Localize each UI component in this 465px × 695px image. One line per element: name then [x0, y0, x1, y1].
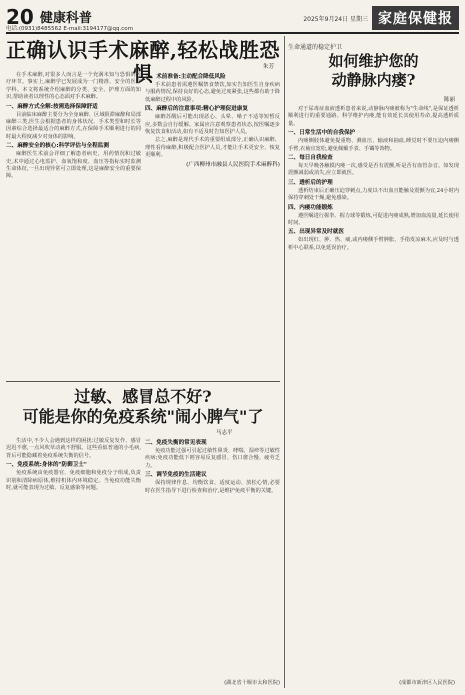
article1-section4-text: 麻醉苏醒后可能出现恶心、头晕、嗓子不适等短暂反应,多数会自行缓解。家属应注意观察患者状态,按医嘱逐步恢复饮食和活动,如有不适及时告知医护人员。 — [145, 114, 280, 136]
article3-section4-text: 遵医嘱进行握拳、握力球等锻炼,可促进内瘘成熟,增加血流量,延长使用时间。 — [288, 212, 459, 227]
article3-byline: 陈丽 — [443, 97, 455, 103]
article3-section4-heading: 四、内瘘功能锻炼 — [288, 204, 333, 211]
section-badge: 家庭保健报 — [372, 6, 459, 30]
article1-section1-text: 目前临床麻醉主要分为全身麻醉、区域阻滞麻醉和局部麻醉三类,医生会根据患者的身体状况、手术类型和时长等因素综合选择最适合的麻醉方式,在保障手术顺利进行的同时最大程度减少对身体的影响。 — [6, 111, 141, 140]
article3-kicker: 生命通道的稳定护卫 — [288, 44, 343, 51]
article1-section1-heading: 一、麻醉方式全解:按需选择保障舒适 — [6, 103, 98, 110]
article1-section3-text: 手术前患者需遵医嘱禁食禁饮,如实告知医生自身疾病与服药情况,保持良好的心态,避免过度紧张,这些都有助于降低麻醉过程中的风险。 — [145, 82, 280, 103]
article1-section4-heading: 四、麻醉后的注意事项:精心护理促进康复 — [145, 106, 248, 113]
header-rule — [6, 32, 459, 34]
article2-footer: (湖北省十堰市太和医院) — [224, 680, 280, 686]
article3-section1-text: 内瘘侧肢体避免提重物、测血压、输液和抽血,睡觉时不要压迫内瘘侧手臂,衣袖宜宽松,避免佩戴手表、手镯等饰物。 — [288, 138, 459, 152]
article3-section2-text: 每天早晚各触摸内瘘一次,感受是否有震颤,听是否有血管杂音。如发现震颤减弱或消失,应立即就医。 — [288, 163, 459, 177]
article2-col2 — [145, 438, 280, 496]
article1-title: 正确认识手术麻醉,轻松战胜恐惧 — [6, 38, 280, 86]
article3-footer: (成都市新津区人民医院) — [399, 680, 455, 686]
article1-section3-heading: 三、术前准备:主动配合降低风险 — [145, 74, 226, 80]
issue-date: 2025年9月24日 星期三 — [303, 15, 368, 23]
article1-section2-text: 麻醉医生术前会详细了解患者病史、用药情况和过敏史,术中通过心电监护、血氧饱和度、血压等指标实时监测生命体征,一旦出现异常可立即处理,这是麻醉安全的重要保障。 — [6, 151, 141, 180]
article3-section2-heading: 二、每日自我检查 — [288, 155, 333, 162]
article3-body — [288, 106, 459, 253]
article2-col1 — [6, 438, 141, 493]
article3-section3-heading: 三、透析后的护理 — [288, 179, 333, 186]
left-column — [6, 36, 280, 688]
article-divider — [6, 381, 280, 382]
article1-byline: 朱芳 — [262, 64, 274, 70]
article3-section3-text: 透析结束后正确压迫穿刺点,力度以不出血且能触及震颤为宜,24小时内保持穿刺处干燥,避免感染。 — [288, 187, 459, 202]
article1-closing: 总之,麻醉是现代手术的重要组成部分,正确认识麻醉、理性看待麻醉,积极配合医护人员,才能让手术更安全、恢复更顺利。 — [145, 137, 280, 159]
article1-col1 — [6, 72, 141, 182]
header-right — [303, 6, 459, 30]
article1-footer: (广西柳州市融县人民医院手术麻醉科) — [186, 161, 280, 168]
article2-section3-text: 保持规律作息、均衡饮食、适度运动、放松心情,必要时在医生指导下进行检查和治疗,是维护免疫平衡的关键。 — [145, 480, 280, 494]
article3-title-text: 如何维护您的 动静脉内瘘? — [328, 52, 419, 89]
article3-section5-heading: 五、出现异常及时就医 — [288, 229, 344, 236]
article2-title-text: 过敏、感冒总不好? 可能是你的免疫系统"闹小脾气"了 — [22, 387, 264, 426]
article2-byline: 马志平 — [216, 430, 233, 436]
article3-section5-text: 如出现红、肿、热、痛,或内瘘侧手臂肿胀、手指发凉麻木,应及时与透析中心联系,以免延误治疗。 — [288, 237, 459, 251]
article3-section1-heading: 一、日常生活中的自我保护 — [288, 130, 356, 137]
article3-intro: 对于尿毒症血液透析患者来说,动静脉内瘘被称为"生命线",是保证透析顺利进行的重要通路。科学维护内瘘,能有效延长其使用寿命,提高透析质量。 — [288, 106, 459, 127]
article1-intro: 在手术麻醉,对很多人而言是一个充满未知与恐惧的医疗环节。事实上,麻醉学已发展成为一门精准、安全的医疗学科。本文将系统介绍麻醉的分类、安全、护理方面的知识,帮助读者以理性的心态面对手术麻醉。 — [6, 72, 141, 101]
article2-section1-heading: 一、免疫系统:身体的"防御卫士" — [6, 462, 87, 469]
header-contact: 电话:(0931)8485562 E-mail:3194177@qq.com — [6, 26, 133, 32]
article2-intro: 生活中,不少人会遇到这样的困扰:过敏反复发作、感冒迟迟不愈,一点风吹草动就不舒服。这些看似普通的小毛病,背后可能隐藏着免疫系统失衡的信号。 — [6, 438, 141, 459]
article2-section3-heading: 三、调节免疫的生活建议 — [145, 472, 207, 479]
article2-section2-text: 免疫功能过强可引起过敏性鼻炎、哮喘、湿疹等过敏性疾病;免疫功能低下则容易反复感冒、伤口愈合慢、疲劳乏力。 — [145, 448, 280, 469]
publication-name: 健康科普 — [39, 11, 92, 26]
article1-col2 — [145, 72, 280, 170]
column-separator — [284, 36, 285, 688]
right-column — [288, 36, 459, 688]
article3-title — [288, 52, 459, 90]
article2-title — [6, 387, 280, 427]
page-number: 20 — [6, 5, 34, 29]
article2-section2-heading: 二、免疫失衡的常见表现 — [145, 440, 207, 446]
article2-section1-text: 免疫系统由免疫器官、免疫细胞和免疫分子组成,负责识别和清除病原体,维持机体内环境稳定。当免疫功能失衡时,就可能表现为过敏、反复感染等问题。 — [6, 470, 141, 492]
article1-section2-heading: 二、麻醉安全的核心:科学评估与全程监测 — [6, 143, 109, 150]
